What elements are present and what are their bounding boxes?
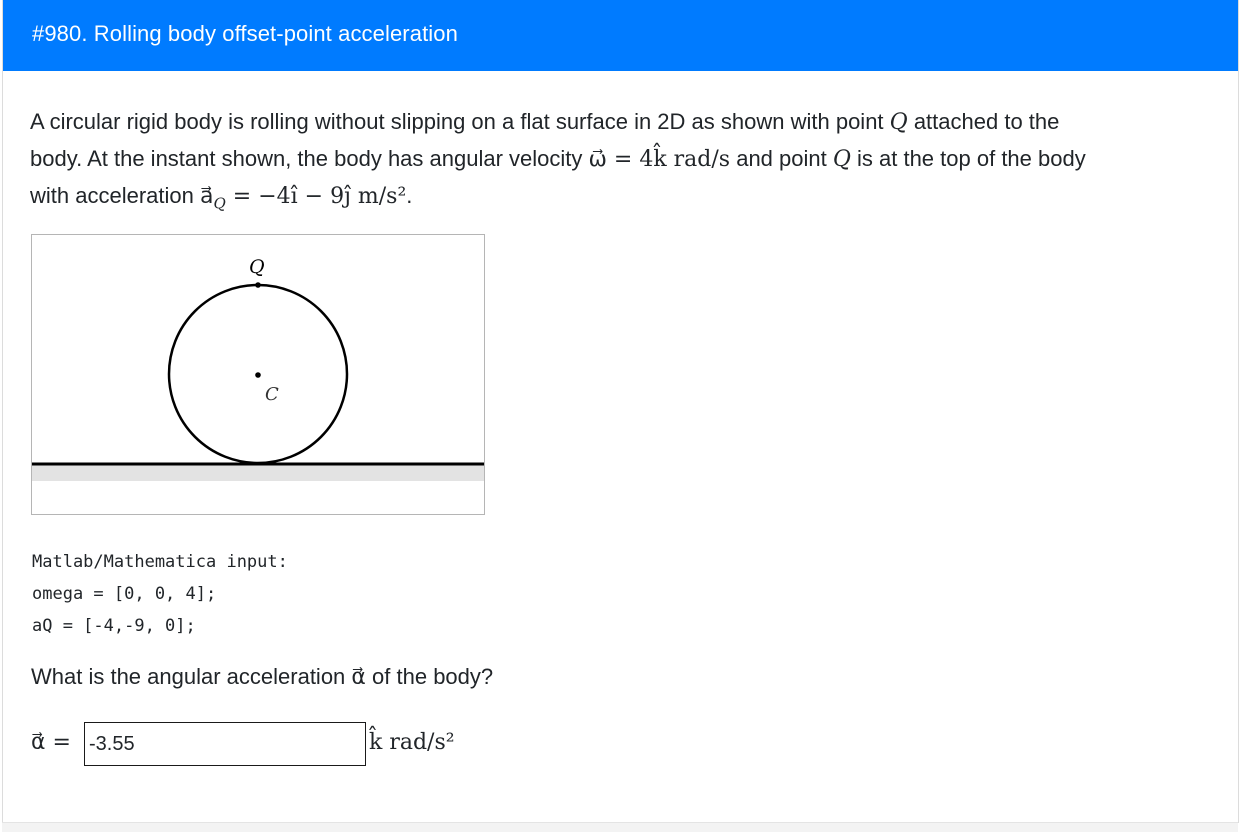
answer-unit: k̂ rad/s² [369, 730, 455, 755]
label-q: Q [249, 256, 265, 278]
problem-title: #980. Rolling body offset-point acceleration [32, 21, 458, 46]
code-line-aq: aQ = [-4,-9, 0]; [32, 616, 196, 636]
rolling-body-figure [31, 234, 485, 515]
card-header [3, 0, 1238, 71]
math-point-q: Q [832, 147, 851, 172]
math-aq-vector: a⃗ [199, 184, 214, 209]
problem-text: . [406, 183, 413, 208]
answer-label: α⃗ = [31, 730, 71, 755]
math-omega: ω⃗ = 4k̂ rad/s [588, 147, 731, 172]
top-point-q [255, 282, 261, 288]
question-text [31, 664, 493, 690]
code-header: Matlab/Mathematica input: [32, 552, 288, 572]
problem-text: and point [730, 146, 833, 171]
rolling-body-diagram [32, 235, 484, 514]
math-aq [199, 184, 407, 213]
problem-text: A circular rigid body is rolling without slipping on a flat surface in 2D as shown with point [30, 109, 890, 134]
question-post: of the body? [365, 664, 494, 689]
problem-text: is at the top of the body [850, 146, 1086, 171]
code-line-omega: omega = [0, 0, 4]; [32, 584, 217, 604]
problem-text: body. At the instant shown, the body has angular velocity [30, 146, 589, 171]
question-pre: What is the angular acceleration [31, 664, 352, 689]
problem-text: attached to the [907, 109, 1060, 134]
math-alpha: α⃗ [351, 665, 366, 690]
math-aq-subscript: Q [213, 194, 226, 213]
label-c: C [265, 384, 279, 405]
problem-text: with acceleration [30, 183, 200, 208]
center-point-c [255, 372, 261, 378]
ground-surface [32, 464, 484, 481]
math-point-q: Q [889, 110, 908, 135]
problem-statement [30, 104, 1210, 221]
math-aq-value: = −4ı̂ − 9ȷ̂ m/s² [225, 184, 407, 209]
answer-input[interactable] [84, 722, 366, 766]
code-block [32, 546, 288, 642]
